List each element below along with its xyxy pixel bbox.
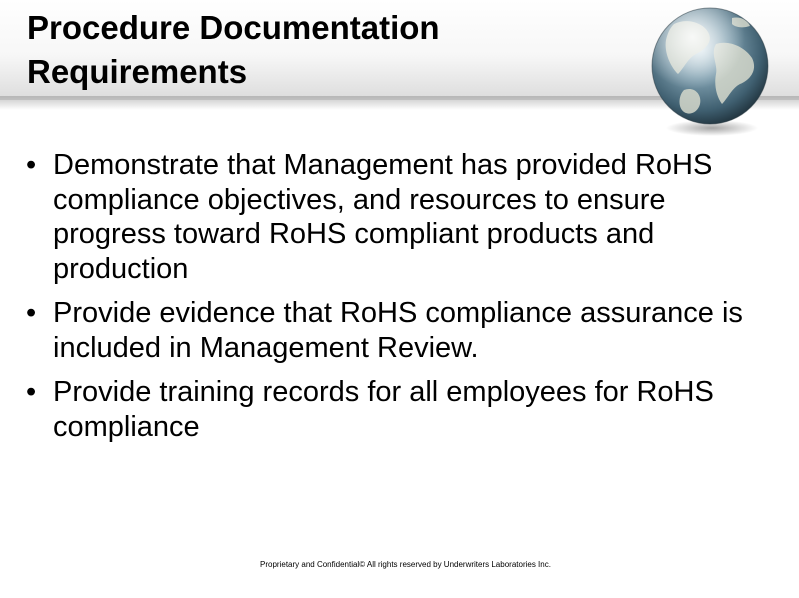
bullet-item	[26, 296, 786, 365]
bullet-text: Provide training records for all employees for RoHS compliance	[53, 376, 714, 443]
bullet-text: Demonstrate that Management has provided RoHS compliance objectives, and resources to ensure progress toward RoHS compliant products and production	[53, 149, 713, 285]
slide-title-line-1: Procedure Documentation	[27, 9, 440, 46]
bullet-list	[26, 148, 786, 454]
slide-title	[27, 6, 627, 94]
bullet-text: Provide evidence that RoHS compliance assurance is included in Management Review.	[53, 297, 743, 364]
bullet-marker: •	[26, 376, 37, 408]
bullet-marker: •	[26, 297, 37, 329]
bullet-item	[26, 375, 786, 444]
bullet-marker: •	[26, 149, 37, 181]
footer-copyright: Proprietary and Confidential© All rights reserved by Underwriters Laboratories Inc.	[260, 560, 551, 569]
slide-title-line-2: Requirements	[27, 53, 248, 90]
globe-icon	[644, 4, 778, 138]
bullet-item	[26, 148, 786, 286]
